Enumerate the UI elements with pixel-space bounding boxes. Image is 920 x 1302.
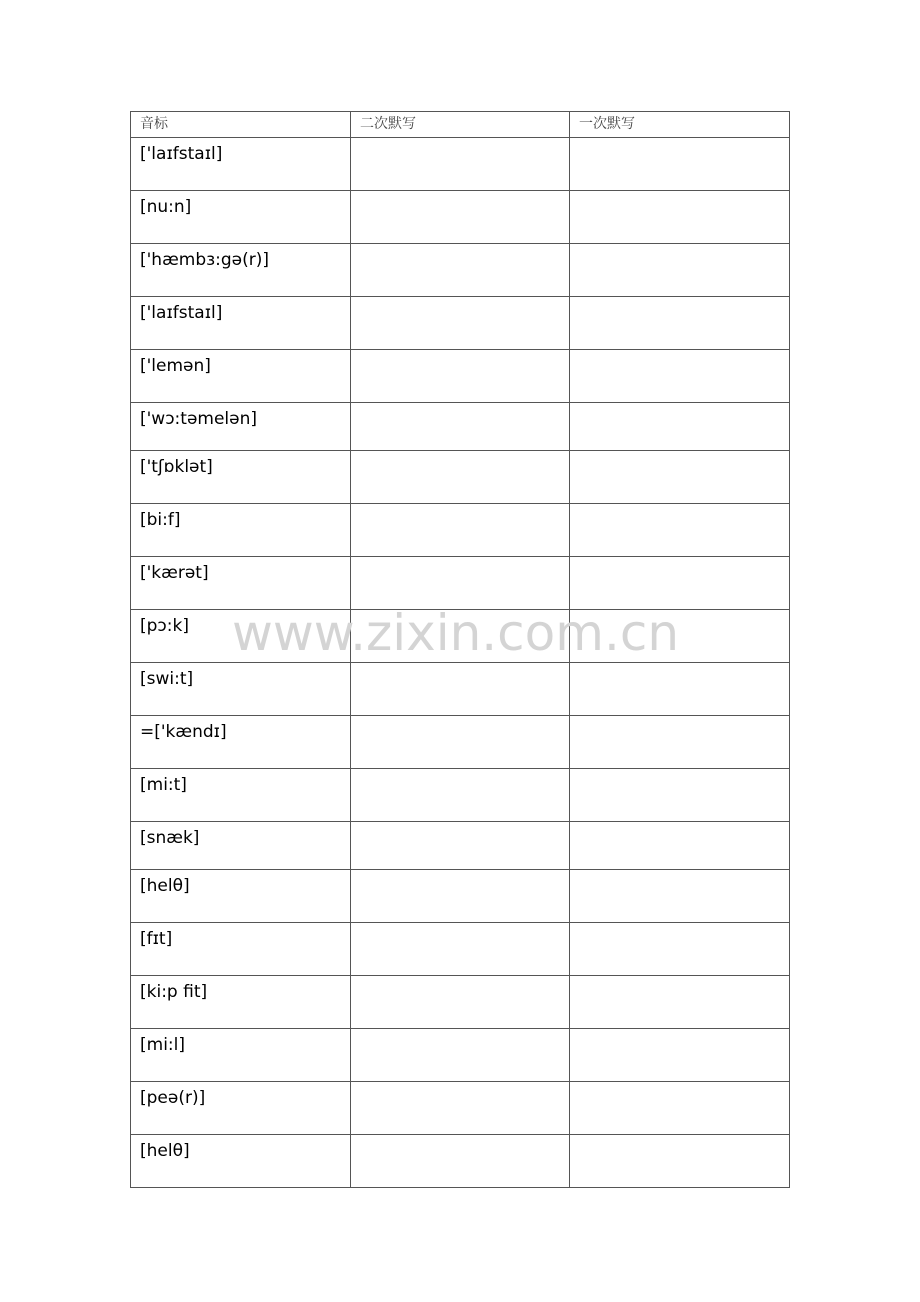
phonetic-cell: [bi:f] <box>131 504 351 557</box>
second-dictation-cell[interactable] <box>351 138 570 191</box>
first-dictation-cell[interactable] <box>570 504 790 557</box>
second-dictation-cell[interactable] <box>351 1029 570 1082</box>
phonetic-cell: ['hæmbɜ:gə(r)] <box>131 244 351 297</box>
phonetic-cell: ['lemən] <box>131 350 351 403</box>
second-dictation-cell[interactable] <box>351 610 570 663</box>
table-row <box>131 557 790 610</box>
table-row <box>131 191 790 244</box>
second-dictation-cell[interactable] <box>351 191 570 244</box>
first-dictation-cell[interactable] <box>570 451 790 504</box>
second-dictation-cell[interactable] <box>351 716 570 769</box>
second-dictation-cell[interactable] <box>351 663 570 716</box>
table-row <box>131 504 790 557</box>
phonetic-cell: ['laɪfstaɪl] <box>131 138 351 191</box>
phonetic-cell: [nu:n] <box>131 191 351 244</box>
second-dictation-cell[interactable] <box>351 403 570 451</box>
phonetic-cell: ['tʃɒklət] <box>131 451 351 504</box>
table-row <box>131 244 790 297</box>
dictation-table <box>130 111 790 1188</box>
phonetic-cell: [helθ] <box>131 870 351 923</box>
phonetic-cell: ['kærət] <box>131 557 351 610</box>
phonetic-cell: [peə(r)] <box>131 1082 351 1135</box>
phonetic-cell: [mi:t] <box>131 769 351 822</box>
table-row <box>131 1082 790 1135</box>
second-dictation-cell[interactable] <box>351 350 570 403</box>
second-dictation-cell[interactable] <box>351 769 570 822</box>
phonetic-cell: [ki:p fit] <box>131 976 351 1029</box>
phonetic-cell: ['laɪfstaɪl] <box>131 297 351 350</box>
table-row <box>131 923 790 976</box>
second-dictation-cell[interactable] <box>351 297 570 350</box>
table-row <box>131 822 790 870</box>
first-dictation-cell[interactable] <box>570 191 790 244</box>
first-dictation-cell[interactable] <box>570 557 790 610</box>
first-dictation-cell[interactable] <box>570 350 790 403</box>
table-row <box>131 976 790 1029</box>
table-row <box>131 297 790 350</box>
phonetic-cell: [helθ] <box>131 1135 351 1188</box>
table-row <box>131 403 790 451</box>
table-row <box>131 870 790 923</box>
table-row <box>131 451 790 504</box>
table-row <box>131 610 790 663</box>
header-phonetic: 音标 <box>131 112 351 138</box>
first-dictation-cell[interactable] <box>570 1082 790 1135</box>
table-row <box>131 138 790 191</box>
phonetic-cell: [fɪt] <box>131 923 351 976</box>
first-dictation-cell[interactable] <box>570 716 790 769</box>
header-second-dictation: 二次默写 <box>351 112 570 138</box>
second-dictation-cell[interactable] <box>351 244 570 297</box>
first-dictation-cell[interactable] <box>570 403 790 451</box>
second-dictation-cell[interactable] <box>351 870 570 923</box>
table-row <box>131 350 790 403</box>
first-dictation-cell[interactable] <box>570 1029 790 1082</box>
first-dictation-cell[interactable] <box>570 138 790 191</box>
second-dictation-cell[interactable] <box>351 1082 570 1135</box>
phonetic-cell: [pɔ:k] <box>131 610 351 663</box>
first-dictation-cell[interactable] <box>570 244 790 297</box>
table-row <box>131 663 790 716</box>
phonetic-cell: =['kændɪ] <box>131 716 351 769</box>
header-row <box>131 112 790 138</box>
second-dictation-cell[interactable] <box>351 976 570 1029</box>
second-dictation-cell[interactable] <box>351 923 570 976</box>
second-dictation-cell[interactable] <box>351 1135 570 1188</box>
second-dictation-cell[interactable] <box>351 822 570 870</box>
header-first-dictation: 一次默写 <box>570 112 790 138</box>
phonetic-cell: [snæk] <box>131 822 351 870</box>
phonetic-cell: [swi:t] <box>131 663 351 716</box>
phonetic-cell: [mi:l] <box>131 1029 351 1082</box>
first-dictation-cell[interactable] <box>570 976 790 1029</box>
table-row <box>131 1029 790 1082</box>
first-dictation-cell[interactable] <box>570 663 790 716</box>
first-dictation-cell[interactable] <box>570 610 790 663</box>
second-dictation-cell[interactable] <box>351 504 570 557</box>
first-dictation-cell[interactable] <box>570 769 790 822</box>
table-row <box>131 769 790 822</box>
first-dictation-cell[interactable] <box>570 870 790 923</box>
table-row <box>131 1135 790 1188</box>
watermark: www.zixin.com.cn <box>232 604 680 662</box>
first-dictation-cell[interactable] <box>570 822 790 870</box>
first-dictation-cell[interactable] <box>570 1135 790 1188</box>
first-dictation-cell[interactable] <box>570 923 790 976</box>
first-dictation-cell[interactable] <box>570 297 790 350</box>
phonetic-cell: ['wɔ:təmelən] <box>131 403 351 451</box>
second-dictation-cell[interactable] <box>351 557 570 610</box>
second-dictation-cell[interactable] <box>351 451 570 504</box>
table-row <box>131 716 790 769</box>
